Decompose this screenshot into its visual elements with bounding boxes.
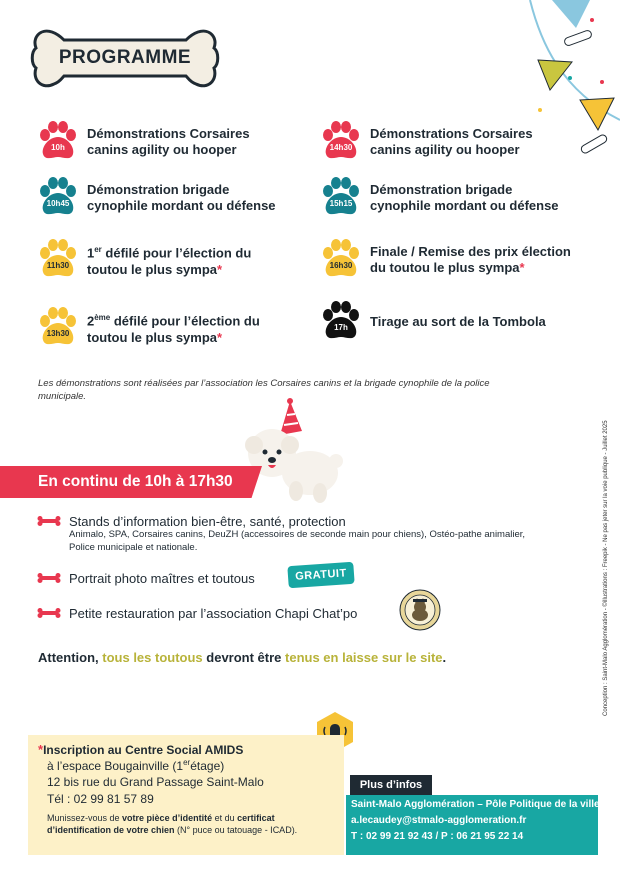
inscription-title: *Inscription au Centre Social AMIDS [38, 742, 244, 757]
info-tab: Plus d’infos [350, 775, 432, 795]
paw-icon: 16h30 [320, 239, 362, 281]
program-item-text: 1er défilé pour l’élection du toutou le plus sympa* [87, 245, 252, 277]
program-item-14h30 [320, 121, 533, 163]
program-item-text: Démonstration brigade cynophile mordant ou défense [370, 182, 559, 213]
paw-icon: 15h15 [320, 177, 362, 219]
paw-icon: 17h [320, 301, 362, 343]
program-item-11h30 [37, 239, 251, 281]
inscription-phone: Tél : 02 99 81 57 89 [47, 792, 154, 806]
side-credit: Conception : Saint-Malo Agglomération - ©illustrations : Freepik - Ne pas jeter sur la voie publique - Juillet 2025 [603, 420, 609, 716]
program-item-text: Démonstration brigade cynophile mordant ou défense [87, 182, 276, 213]
chapi-chatpo-logo [399, 589, 441, 631]
page-title: PROGRAMME [58, 47, 192, 68]
paw-icon: 10h [37, 121, 79, 163]
info-phone: T : 02 99 21 92 43 / P : 06 21 95 22 14 [351, 831, 524, 842]
program-item-text: Démonstrations Corsaires canins agility ou hooper [370, 126, 533, 157]
paw-icon: 13h30 [37, 307, 79, 349]
continuous-item-title: Stands d’information bien-être, santé, protection [69, 514, 346, 529]
program-item-text: 2ème défilé pour l’élection du toutou le plus sympa* [87, 313, 260, 345]
program-item-text: Démonstrations Corsaires canins agility ou hooper [87, 126, 250, 157]
program-item-13h30 [37, 307, 260, 349]
info-organization: Saint-Malo Agglomération – Pôle Politique de la ville [351, 799, 600, 810]
program-item-16h30 [320, 239, 571, 281]
continuous-item-title: Portrait photo maîtres et toutous [69, 571, 255, 586]
program-item-10h [37, 121, 250, 163]
bone-bullet-icon [37, 573, 61, 583]
demonstrations-note: Les démonstrations sont réalisées par l’association les Corsaires canins et la brigade cynophile de la police municipale. [38, 378, 490, 402]
program-item-10h45 [37, 177, 276, 219]
attention-notice: Attention, tous les toutous devront être tenus en laisse sur le site. [38, 650, 447, 665]
continuous-item-title: Petite restauration par l’association Chapi Chat’po [69, 606, 358, 621]
bone-bullet-icon [37, 608, 61, 618]
program-item-text: Tirage au sort de la Tombola [370, 314, 546, 329]
gratuit-badge: GRATUIT [287, 562, 354, 589]
inscription-note: Munissez-vous de votre pièce d’identité et du certificat d’identification de votre chien (N° puce ou tatouage - ICAD). [47, 813, 298, 835]
info-email[interactable]: a.lecaudey@stmalo-agglomeration.fr [351, 815, 527, 826]
program-item-15h15 [320, 177, 559, 219]
inscription-address-line1: à l’espace Bougainville (1erétage) [47, 758, 225, 773]
bone-bullet-icon [37, 516, 61, 526]
paw-icon: 10h45 [37, 177, 79, 219]
paw-icon: 11h30 [37, 239, 79, 281]
continuous-banner-text: En continu de 10h à 17h30 [38, 473, 233, 490]
program-item-17h [320, 301, 546, 343]
program-item-text: Finale / Remise des prix élection du toutou le plus sympa* [370, 244, 571, 275]
continuous-item-subtitle: Animalo, SPA, Corsaires canins, DeuZH (accessoires de seconde main pour chiens), Ostéo-pathe animalier, Police municipale et nationale. [69, 529, 526, 553]
inscription-address-line2: 12 bis rue du Grand Passage Saint-Malo [47, 775, 264, 789]
paw-icon: 14h30 [320, 121, 362, 163]
